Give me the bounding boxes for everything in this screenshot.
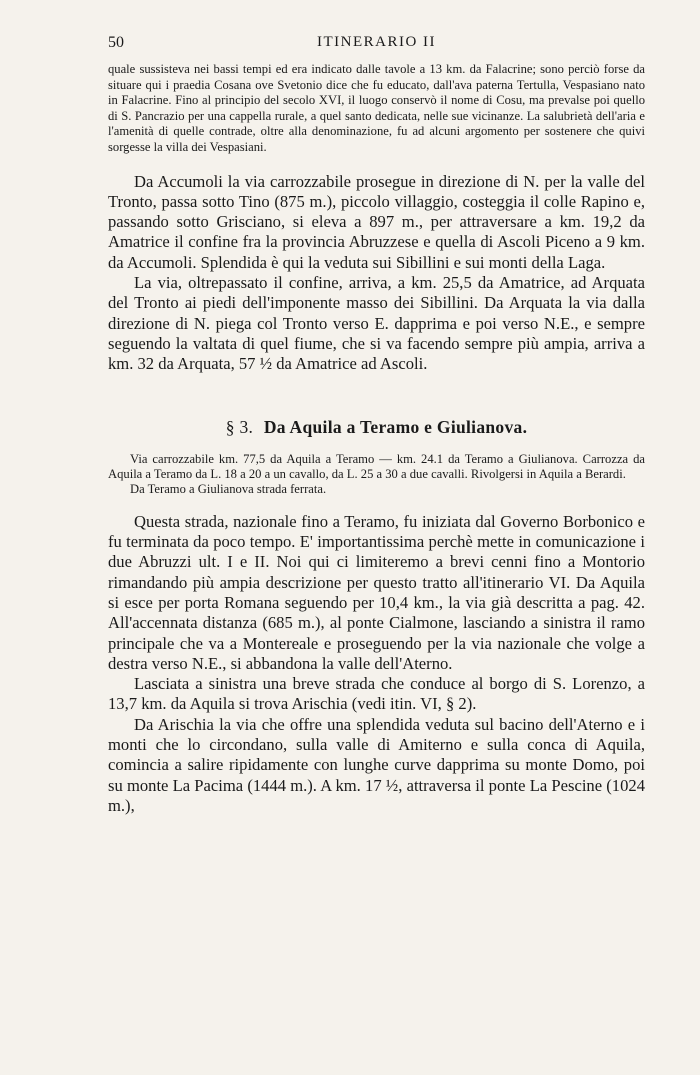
paragraph-salita: Da Arischia la via che offre una splendida veduta sul bacino dell'Aterno e i monti che lo circondano, sulla valle di Amiterno e sulla conca di Aquila, comincia a salire ripidamente con lunghe curve dapprima su monte Domo, poi su monte La Pacima (1444 m.). A km. 17 ½, attraversa il ponte La Pescine (1024 m.), xyxy=(108,714,645,815)
page-number: 50 xyxy=(108,34,124,51)
page-body xyxy=(108,62,645,816)
section-symbol: § 3. xyxy=(225,416,254,437)
section-title: Da Aquila a Teramo e Giulianova. xyxy=(263,416,528,437)
running-title: ITINERARIO II xyxy=(316,34,437,50)
paragraph-strada: Questa strada, nazionale fino a Teramo, fu iniziata dal Governo Borbonico e fu terminata da poco tempo. E' importantissima perchè mette in comunicazione i due Abruzzi ult. I e II. Noi qui ci limiteremo a brevi cenni fino a Montorio rimandando più ampia descrizione per questo tratto all'itinerario VI. Da Aquila si esce per porta Romana seguendo per 10,4 km., la via già descritta a pag. 42. All'accennata distanza (685 m.), al ponte Cialmone, lasciando a sinistra il ramo principale che va a Montereale e proseguendo per la via nazionale che volge a destra verso N.E., si abbandona la valle dell'Aterno. xyxy=(108,511,645,673)
paragraph-accumoli: Da Accumoli la via carrozzabile prosegue in direzione di N. per la valle del Tronto, passa sotto Tino (875 m.), piccolo villaggio, costeggia il colle Rapino e, passando sotto Grisciano, si eleva a 897 m., per attraversare a km. 19,2 da Amatrice il confine fra la provincia Abruzzese e quella di Ascoli Piceno a 9 km. da Accumoli. Splendida è qui la veduta sui Sibillini e sui monti della Laga. xyxy=(108,171,645,272)
paragraph-arischia: Lasciata a sinistra una breve strada che conduce al borgo di S. Lorenzo, a 13,7 km. da Aquila si trova Arischia (vedi itin. VI, § 2). xyxy=(108,674,645,714)
route-info-line: Via carrozzabile km. 77,5 da Aquila a Teramo — km. 24.1 da Teramo a Giulianova. Carrozza da Aquila a Teramo da L. 18 a 20 a un cavallo, da L. 25 a 30 a due cavalli. Rivolgersi in Aquila a Berardi. xyxy=(108,451,645,481)
paragraph-arquata: La via, oltrepassato il confine, arriva, a km. 25,5 da Amatrice, ad Arquata del Tronto ai piedi dell'imponente masso dei Sibillini. Da Arquata la via dalla direzione di N. piega col Tronto verso E. dapprima e poi verso N.E., e sempre seguendo la valtata di quel fiume, che si va facendo sempre più ampia, arriva a km. 32 da Arquata, 57 ½ da Amatrice ad Ascoli. xyxy=(108,273,645,374)
route-info-line: Da Teramo a Giulianova strada ferrata. xyxy=(130,482,327,497)
section-heading xyxy=(108,417,645,438)
footnote-continuation: quale sussisteva nei bassi tempi ed era indicato dalle tavole a 13 km. da Falacrine; sono perciò forse da situare qui i praedia Cosana ove Svetonio dice che fu educato, dall'ava paterna Tertulla, Vespasiano nato in Falacrine. Fino al principio del secolo XVI, il luogo conservò il nome di Cosu, ma prevalse poi quello di S. Pancrazio per una cappella rurale, a quel santo dedicata, nelle sue vicinanze. La salubrietà dell'aria e l'amenità di quelle contrade, oltre alla denominazione, fu ad alcuni argomento per sostenere che quivi sorgesse la villa dei Vespasiani. xyxy=(108,62,645,154)
route-info xyxy=(108,452,645,498)
running-head xyxy=(108,34,645,54)
